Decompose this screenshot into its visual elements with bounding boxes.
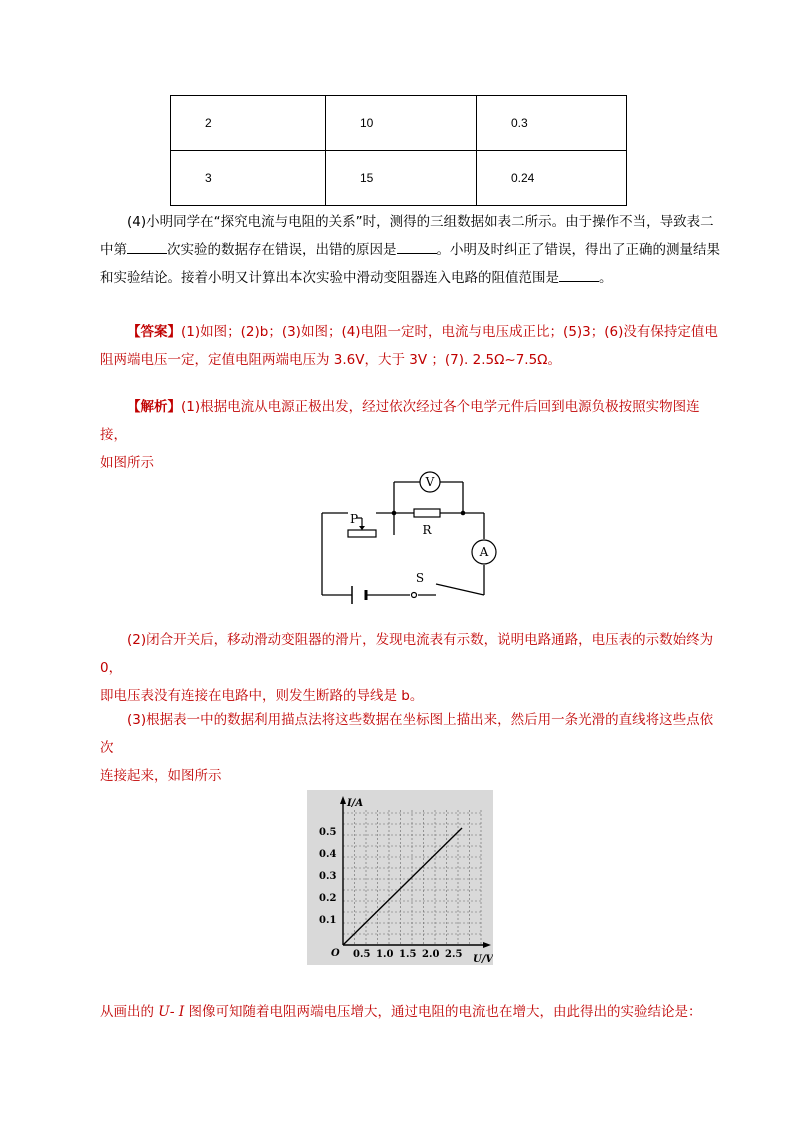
x-axis-label: U/V	[473, 954, 493, 965]
conclusion-line	[100, 1000, 740, 1020]
table-cell: 10	[326, 96, 477, 151]
answer-blank	[127, 239, 167, 254]
conclusion-text: 图像可知随着电阻两端电压增大，通过电阻的电流也在增大，由此得出的实验结论是：	[184, 1004, 702, 1020]
y-tick: 0.3	[319, 871, 337, 882]
y-tick: 0.2	[319, 893, 337, 904]
conclusion-var: U	[158, 1004, 170, 1020]
q4-line-2	[100, 236, 720, 264]
answer-text: (1)如图；(2)b；(3)如图；(4)电阻一定时，电流与电压成正比；(5)3；(6)没有保持定值电	[181, 324, 718, 340]
answer-label: 【答案】	[127, 324, 181, 340]
ui-graph-image	[307, 790, 493, 965]
answer-line-1	[100, 318, 720, 346]
y-axis-arrow	[340, 796, 346, 804]
q4-text: 次实验的数据存在错误，出错的原因是	[167, 242, 397, 258]
switch-blade	[436, 584, 484, 595]
analysis-line-1	[100, 393, 720, 449]
x-axis-arrow	[483, 942, 491, 948]
analysis-text: (3)根据表一中的数据利用描点法将这些数据在坐标图上描出来，然后用一条光滑的直线将这些点依次	[100, 712, 714, 756]
q4-line-3	[100, 264, 720, 292]
q4-text: 。	[599, 270, 613, 286]
analysis-label: 【解析】	[127, 399, 181, 415]
x-tick: 1.0	[376, 949, 394, 960]
y-tick: 0.1	[319, 915, 337, 926]
x-tick: 2.5	[445, 949, 463, 960]
data-table	[170, 95, 627, 206]
analysis-line-2: 如图所示	[100, 455, 154, 471]
conclusion-text: 从画出的	[100, 1004, 159, 1020]
resistor-label: R	[422, 523, 432, 537]
origin-label: O	[331, 948, 340, 959]
y-tick: 0.5	[319, 827, 337, 838]
table-cell: 0.24	[477, 151, 627, 206]
table-cell: 15	[326, 151, 477, 206]
analysis-text: 即电压表没有连接在电路中，则发生断路的导线是 b。	[100, 688, 424, 704]
conclusion-text: -	[169, 1004, 179, 1020]
resistor	[414, 509, 440, 517]
ammeter-label: A	[479, 545, 489, 559]
junction-dot	[461, 511, 466, 516]
q4-text: 中第	[100, 242, 127, 258]
table-cell: 0.3	[477, 96, 627, 151]
switch-label: S	[415, 571, 425, 585]
junction-dot	[392, 511, 397, 516]
circuit-diagram	[310, 460, 510, 610]
switch-contact	[412, 593, 417, 598]
y-axis-label: I/A	[347, 798, 364, 809]
conclusion-var: I	[178, 1004, 185, 1020]
table-row	[171, 151, 627, 206]
slider-label: P	[349, 512, 359, 526]
analysis-para-2	[100, 626, 720, 710]
analysis-text: (1)根据电流从电源正极出发，经过依次经过各个电学元件后回到电源负极按照实物图连接，	[100, 399, 700, 443]
analysis-text: (2)闭合开关后，移动滑动变阻器的滑片，发现电流表有示数，说明电路通路，电压表的示数始终为 0，	[100, 632, 714, 676]
table-cell: 2	[171, 96, 326, 151]
q4-text: 。小明及时纠正了错误，得出了正确的测量结果	[436, 242, 720, 258]
voltmeter-label: V	[425, 475, 435, 489]
q4-text: 和实验结论。接着小明又计算出本次实验中滑动变阻器连入电路的阻值范围是	[100, 270, 559, 286]
answer-blank	[559, 267, 599, 282]
question-4	[100, 208, 720, 292]
answer-line-2: 阻两端电压一定，定值电阻两端电压为 3.6V，大于 3V ；(7). 2.5Ω~7.5Ω。	[100, 352, 561, 368]
ui-graph	[307, 790, 493, 965]
answer-section	[100, 318, 720, 374]
table-row	[171, 96, 627, 151]
x-tick: 0.5	[353, 949, 371, 960]
analysis-text: 连接起来，如图所示	[100, 768, 222, 784]
y-tick: 0.4	[319, 849, 337, 860]
rheostat	[348, 530, 376, 537]
answer-blank	[397, 239, 437, 254]
analysis-para-3	[100, 706, 720, 790]
x-tick: 1.5	[399, 949, 417, 960]
table-cell: 3	[171, 151, 326, 206]
x-tick: 2.0	[422, 949, 440, 960]
q4-line-1: (4)小明同学在“探究电流与电阻的关系”时，测得的三组数据如表二所示。由于操作不当，导致表二	[127, 214, 714, 230]
fit-line	[343, 828, 462, 945]
